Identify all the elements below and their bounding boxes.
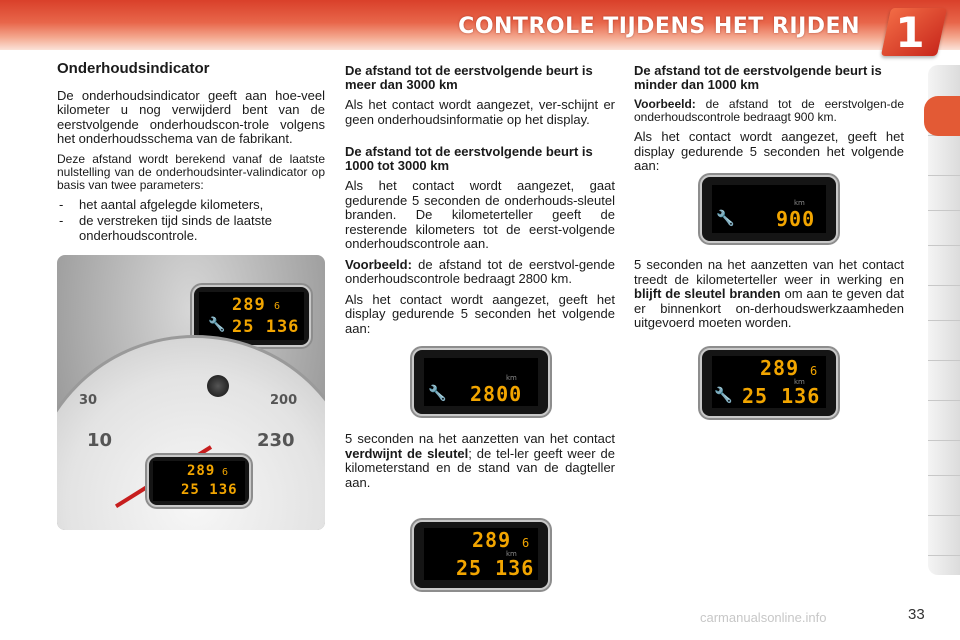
- wrench-icon: 🔧: [208, 316, 226, 332]
- column-middle: [345, 64, 615, 342]
- display-intro-paragraph: Als het contact wordt aangezet, geeft het display gedurende 5 seconden het volgende aan:: [634, 129, 904, 173]
- case-heading-under-1000: De afstand tot de eerstvolgende beurt is minder dan 1000 km: [634, 63, 882, 92]
- parameter-list: [57, 198, 325, 244]
- after-5-seconds-paragraph: 5 seconden na het aanzetten van het contact verdwijnt de sleutel; de tel-ler geeft weer de kilometerstand en de stand van de dagteller aan.: [345, 431, 615, 490]
- display-odometer-b: 289 6 km 🔧 25 136: [700, 348, 838, 418]
- after-5-seconds-paragraph: 5 seconden na het aanzetten van het contact treedt de kilometerteller weer in werking en blijft de sleutel branden om aan te geven dat er binnenkort on-derhoudswerkzaamheden uitgevoerd moeten worden.: [634, 257, 904, 330]
- parameters-paragraph: Deze afstand wordt berekend vanaf de laatste nulstelling van de onderhoudsinter-valindicator op basis van twee parameters:: [57, 151, 325, 192]
- case-text-1000-3000: Als het contact wordt aangezet, gaat gedurende 5 seconden de onderhouds-sleutel branden. De kilometerteller geeft de resterende kilometers tot de eerst-volgende onderhoudscontrole aan.: [345, 178, 615, 251]
- column-left: [57, 62, 325, 245]
- active-chapter-tab: [924, 96, 960, 136]
- needle-hub: [207, 375, 229, 397]
- wrench-icon: 🔧: [716, 210, 735, 227]
- display-900: km 🔧 900: [700, 175, 838, 243]
- case-text-over-3000: Als het contact wordt aangezet, ver-schijnt er geen onderhoudsinformatie op het display.: [345, 97, 615, 127]
- chapter-tab-strip: [928, 65, 960, 575]
- wrench-icon: 🔧: [714, 387, 733, 404]
- example-paragraph: Voorbeeld: de afstand tot de eerstvolgen-de onderhoudscontrole bedraagt 900 km.: [634, 97, 904, 124]
- display-2800: km 🔧 2800: [412, 348, 550, 416]
- chapter-number: 1: [895, 8, 925, 57]
- list-item: - de verstreken tijd sinds de laatste onderhoudscontrole.: [57, 214, 325, 243]
- instrument-cluster-photo: 289 6 🔧 25 136 30 10 200 230 289 6 25 136: [57, 255, 325, 530]
- case-heading-over-3000: De afstand tot de eerstvolgende beurt is meer dan 3000 km: [345, 63, 593, 92]
- column-right: [634, 64, 904, 180]
- intro-paragraph: De onderhoudsindicator geeft aan hoe-veel kilometer u nog verwijderd bent van de eerstvolgende onderhoudscon-trole volgens het onderhoudsschema van de fabrikant.: [57, 87, 325, 146]
- page-number: 33: [908, 606, 925, 623]
- watermark: carmanualsonline.info: [700, 610, 827, 625]
- cluster-display-bottom: 289 6 25 136: [147, 455, 251, 507]
- list-item: - het aantal afgelegde kilometers,: [57, 198, 325, 213]
- page-header: [0, 0, 960, 57]
- page-title: CONTROLE TIJDENS HET RIJDEN: [458, 14, 860, 39]
- example-paragraph: Voorbeeld: de afstand tot de eerstvol-gende onderhoudscontrole bedraagt 2800 km.: [345, 256, 615, 286]
- case-heading-1000-3000: De afstand tot de eerstvolgende beurt is 1000 tot 3000 km: [345, 144, 593, 173]
- cluster-display-top: 289 6 🔧 25 136: [192, 285, 311, 347]
- display-intro-paragraph: Als het contact wordt aangezet, geeft het display gedurende 5 seconden het volgende aan:: [345, 291, 615, 336]
- column-right-bottom: [634, 258, 904, 337]
- column-middle-bottom: [345, 432, 615, 496]
- display-odometer-a: 289 6 km 25 136: [412, 520, 550, 590]
- section-heading: Onderhoudsindicator: [57, 60, 210, 77]
- wrench-icon: 🔧: [428, 385, 447, 402]
